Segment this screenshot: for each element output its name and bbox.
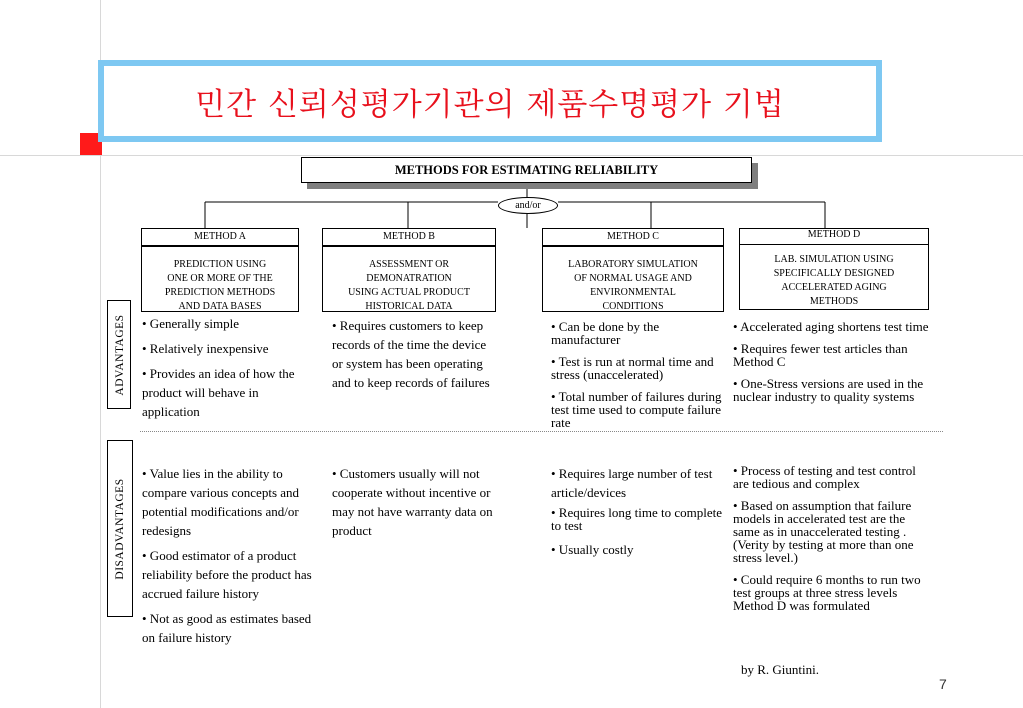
author-credit: by R. Giuntini. [741,662,820,677]
method-a-desc-line: ONE OR MORE OF THE [167,273,273,284]
list-item: • Process of testing and test control are tedious and complex [733,463,916,491]
list-item: • Based on assumption that failure models in accelerated test are the same as in unaccelerated testing .(Verity by testing at more than one stress level.) [733,498,914,565]
method-c-description [542,246,724,312]
root-node: METHODS FOR ESTIMATING RELIABILITY [301,157,752,183]
list-item: • Usually costly [551,542,634,557]
list-item: • Not as good as estimates based on failure history [142,611,312,645]
disadvantages-method-b [332,464,507,546]
list-item: • Generally simple [142,316,239,331]
list-item: • Customers usually will not cooperate without incentive or may not have warranty data on product [332,466,493,538]
method-b-desc-line: ASSESSMENT OR [368,259,450,270]
method-d-desc-line: METHODS [809,296,859,307]
list-item: • Relatively inexpensive [142,341,269,356]
method-c-desc-line: OF NORMAL USAGE AND [574,273,692,284]
method-a-header: METHOD A [141,228,299,246]
advantages-method-b [332,316,497,398]
method-d-desc-line: ACCELERATED AGING [781,282,887,293]
disadvantages-method-c [551,464,731,565]
list-item: • Good estimator of a product reliability before the product has accrued failure history [142,548,312,601]
disadvantages-method-a [142,464,312,653]
list-item: • Total number of failures during test time used to compute failure rate [551,389,722,430]
list-item: • Requires customers to keep records of the time the device or system has been operating and to keep records of failures [332,318,490,390]
advantages-method-a [142,314,317,427]
disadvantages-label-box [107,440,133,617]
method-c-desc-line: CONDITIONS [602,301,664,312]
disadvantages-method-d [733,464,923,621]
list-item: • Requires long time to complete to test [551,505,722,533]
method-b-desc-line: HISTORICAL DATA [365,301,453,312]
method-b-desc-line: USING ACTUAL PRODUCT [348,287,470,298]
advantages-method-c [551,320,729,438]
advantages-label-box [107,300,131,409]
advantages-method-d [733,320,931,412]
method-d-desc-line: LAB. SIMULATION USING [774,254,894,265]
method-c-desc-line: ENVIRONMENTAL [590,287,676,298]
list-item: • Value lies in the ability to compare various concepts and potential modifications and/or redesigns [142,466,300,538]
method-a-desc-line: PREDICTION METHODS [164,287,276,298]
method-c-desc-line: LABORATORY SIMULATION [568,259,698,270]
list-item: • One-Stress versions are used in the nuclear industry to quality systems [733,376,924,404]
row-separator [140,431,943,432]
list-item: • Requires large number of test article/devices [551,466,713,500]
method-d-description [739,244,929,310]
method-d-desc-line: SPECIFICALLY DESIGNED [773,268,895,279]
method-a-desc-line: AND DATA BASES [178,301,262,312]
list-item: • Provides an idea of how the product will behave in application [142,366,295,419]
disadvantages-label: DISADVANTAGES [114,478,126,580]
method-b-header: METHOD B [322,228,496,246]
method-b-description [322,246,496,312]
list-item: • Test is run at normal time and stress (unaccelerated) [551,354,714,382]
method-b-desc-line: DEMONATRATION [366,273,452,284]
list-item: • Can be done by the manufacturer [551,319,660,347]
and-or-connector: and/or [498,197,558,214]
method-c-header: METHOD C [542,228,724,246]
page-number: 7 [939,676,947,692]
method-a-desc-line: PREDICTION USING [173,259,267,270]
list-item: • Requires fewer test articles than Method C [733,341,908,369]
list-item: • Could require 6 months to run two test groups at three stress levels Method D was formulated [733,572,921,613]
list-item: • Accelerated aging shortens test time [733,319,929,334]
method-a-description [141,246,299,312]
advantages-label: ADVANTAGES [114,314,126,396]
method-d-header: METHOD D [739,228,929,246]
page-title: 민간 신뢰성평가기관의 제품수명평가 기법 [195,86,785,123]
